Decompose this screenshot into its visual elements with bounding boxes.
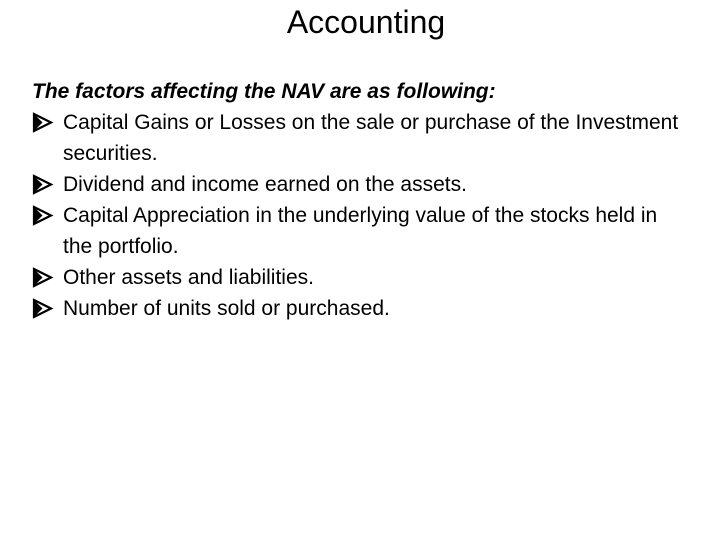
bullet-text: Capital Appreciation in the underlying value of the stocks held in the portfolio. xyxy=(63,204,658,258)
bullet-text: Capital Gains or Losses on the sale or purchase of the Investment securities. xyxy=(63,111,679,165)
bullet-text: Other assets and liabilities. xyxy=(63,266,314,289)
arrowhead-bullet-icon xyxy=(32,107,54,138)
slide-title: Accounting xyxy=(286,4,446,40)
bullet-item xyxy=(32,200,692,262)
arrowhead-bullet-icon xyxy=(32,200,54,231)
bullet-item xyxy=(32,169,692,200)
bullet-list xyxy=(32,107,692,324)
intro-text: The factors affecting the NAV are as following: xyxy=(32,80,496,103)
arrowhead-bullet-icon xyxy=(32,293,54,324)
bullet-item xyxy=(32,262,692,293)
slide-content xyxy=(32,76,692,324)
bullet-item xyxy=(32,107,692,169)
arrowhead-bullet-icon xyxy=(32,262,54,293)
bullet-text: Dividend and income earned on the assets. xyxy=(63,173,467,196)
bullet-item xyxy=(32,293,692,324)
arrowhead-bullet-icon xyxy=(32,169,54,200)
bullet-text: Number of units sold or purchased. xyxy=(63,297,390,320)
